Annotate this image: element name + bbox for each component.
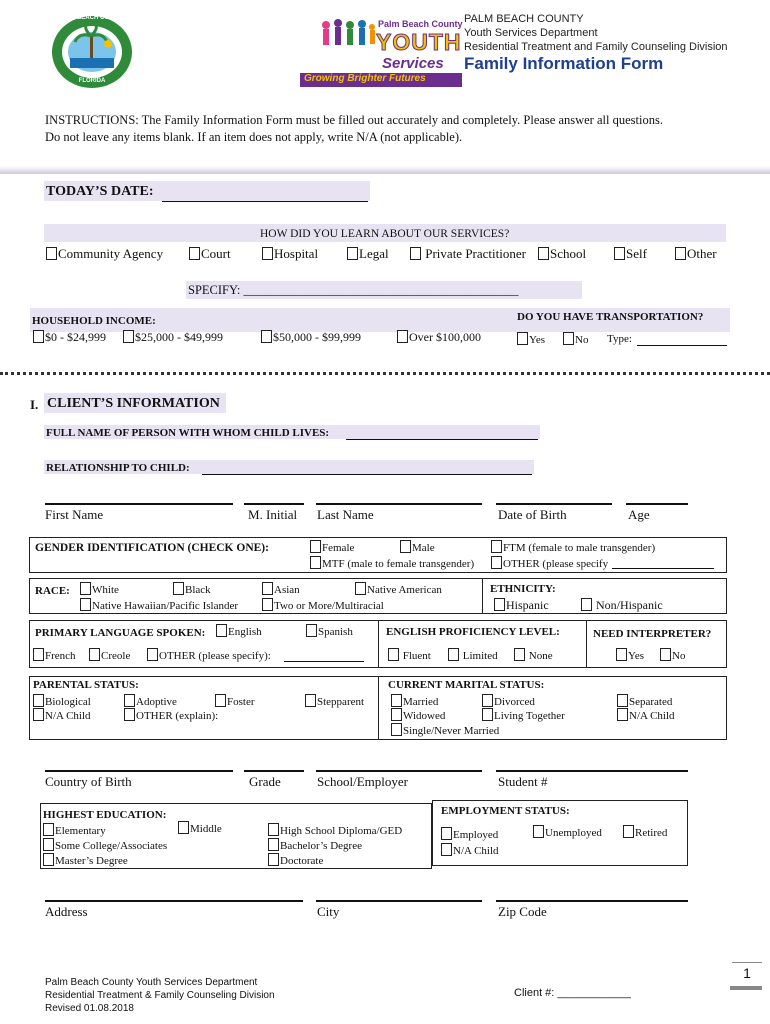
employment-retired[interactable] <box>623 825 667 839</box>
full-name-label: FULL NAME OF PERSON WITH WHOM CHILD LIVES: <box>46 427 330 439</box>
marital-label: CURRENT MARITAL STATUS: <box>388 679 545 691</box>
section-title: CLIENT’S INFORMATION <box>47 396 220 411</box>
checkbox[interactable] <box>216 624 227 637</box>
youth-services-logo <box>300 7 462 87</box>
language-spanish[interactable] <box>306 624 353 638</box>
checkbox[interactable] <box>80 582 91 595</box>
m-initial-label: M. Initial <box>248 507 298 522</box>
marital-na-child[interactable] <box>617 708 675 722</box>
option-label: Separated <box>629 696 673 708</box>
zip-code-line[interactable] <box>496 900 688 902</box>
race-black[interactable] <box>173 582 211 596</box>
income-0-24999[interactable] <box>33 330 106 345</box>
option-label: Retired <box>635 827 668 839</box>
checkbox[interactable] <box>189 247 200 260</box>
youth-logo-top-text: Palm Beach County <box>378 19 463 29</box>
checkbox[interactable] <box>397 330 408 343</box>
county-seal-top-text: PALM BEACH COUNTY <box>58 15 126 21</box>
age-label: Age <box>628 507 650 522</box>
county-seal-logo <box>50 14 134 90</box>
checkbox[interactable] <box>388 648 399 661</box>
referral-legal[interactable] <box>347 246 389 262</box>
grade-label: Grade <box>249 774 281 789</box>
language-label: PRIMARY LANGUAGE SPOKEN: <box>35 627 206 639</box>
gender-male[interactable] <box>400 540 435 554</box>
option-label: No <box>672 650 686 662</box>
transportation-label: DO YOU HAVE TRANSPORTATION? <box>517 311 704 323</box>
option-label: Court <box>201 246 231 261</box>
gender-other[interactable] <box>491 556 608 570</box>
checkbox[interactable] <box>80 598 91 611</box>
todays-date-field[interactable] <box>162 200 368 202</box>
zip-code-label: Zip Code <box>498 904 547 919</box>
checkbox[interactable] <box>306 624 317 637</box>
option-label: Fluent <box>402 650 431 662</box>
parental-stepparent[interactable] <box>305 694 364 708</box>
parental-marital-divider <box>378 676 379 740</box>
checkbox[interactable] <box>43 838 54 851</box>
parental-foster[interactable] <box>215 694 255 708</box>
instructions-line-1: The Family Information Form must be filled out accurately and completely. Please answer all questions. <box>138 113 663 127</box>
race-ethnicity-divider <box>482 578 483 614</box>
checkbox[interactable] <box>262 247 273 260</box>
checkbox[interactable] <box>514 648 525 661</box>
checkbox[interactable] <box>491 556 502 569</box>
relationship-field[interactable] <box>202 473 532 475</box>
option-label: Adoptive <box>136 696 177 708</box>
youth-logo-tagline: Growing Brighter Futures <box>304 73 426 84</box>
option-label: English <box>228 626 262 638</box>
education-doctorate[interactable] <box>268 853 323 867</box>
race-native-american[interactable] <box>355 582 442 596</box>
language-divider-1 <box>378 620 379 668</box>
checkbox[interactable] <box>305 694 316 707</box>
interpreter-no[interactable] <box>660 648 685 662</box>
page-number-bar <box>730 986 762 990</box>
proficiency-limited[interactable] <box>448 648 498 662</box>
checkbox[interactable] <box>262 598 273 611</box>
option-label: Community Agency <box>58 246 164 261</box>
option-label: Doctorate <box>280 855 324 867</box>
full-name-field[interactable] <box>346 438 538 440</box>
checkbox[interactable] <box>623 825 634 838</box>
first-name-label: First Name <box>45 507 104 522</box>
option-label: OTHER (please specify): <box>159 650 271 662</box>
option-label: Living Together <box>494 710 565 722</box>
option-label: FTM (female to male transgender) <box>503 542 656 554</box>
interpreter-label: NEED INTERPRETER? <box>593 628 712 640</box>
checkbox[interactable] <box>616 648 627 661</box>
interpreter-yes[interactable] <box>616 648 644 662</box>
option-label: Married <box>403 696 439 708</box>
footer-line-1: Palm Beach County Youth Services Department <box>45 977 258 988</box>
checkbox[interactable] <box>262 582 273 595</box>
marital-separated[interactable] <box>617 694 672 708</box>
option-label: Creole <box>101 650 131 662</box>
checkbox[interactable] <box>347 247 358 260</box>
option-label: Widowed <box>403 710 446 722</box>
gender-ftm[interactable] <box>491 540 655 554</box>
income-25000-49999[interactable] <box>123 330 223 345</box>
school-employer-line[interactable] <box>316 770 482 772</box>
last-name-label: Last Name <box>317 507 374 522</box>
education-label: HIGHEST EDUCATION: <box>43 809 167 821</box>
last-name-line[interactable] <box>316 503 482 505</box>
dob-line[interactable] <box>496 503 612 505</box>
option-label: Stepparent <box>317 696 365 708</box>
checkbox[interactable] <box>441 843 452 856</box>
checkbox[interactable] <box>268 823 279 836</box>
relationship-label: RELATIONSHIP TO CHILD: <box>46 462 190 474</box>
org-line-3: Residential Treatment and Family Counseling Division <box>464 41 728 53</box>
age-line[interactable] <box>626 503 688 505</box>
option-label: N/A Child <box>629 710 675 722</box>
referral-specify[interactable]: SPECIFY: ____________________________________________ <box>188 283 519 297</box>
gender-mtf[interactable] <box>310 556 474 570</box>
marital-single[interactable] <box>391 723 499 737</box>
referral-other[interactable] <box>675 246 717 262</box>
checkbox[interactable] <box>178 821 189 834</box>
checkbox[interactable] <box>261 330 272 343</box>
option-label: Male <box>412 542 435 554</box>
option-label: OTHER (please specify <box>503 558 609 570</box>
checkbox[interactable] <box>268 853 279 866</box>
checkbox[interactable] <box>517 332 528 345</box>
city-line[interactable] <box>316 900 482 902</box>
option-label: Self <box>626 246 647 261</box>
section-number: I. <box>30 397 39 412</box>
checkbox[interactable] <box>173 582 184 595</box>
option-label: White <box>92 584 119 596</box>
county-seal-bottom-text: FLORIDA <box>78 78 106 84</box>
ethnicity-non-hispanic[interactable] <box>581 598 663 613</box>
checkbox[interactable] <box>491 540 502 553</box>
checkbox[interactable] <box>124 708 135 721</box>
proficiency-none[interactable] <box>514 648 553 662</box>
dob-label: Date of Birth <box>498 507 567 522</box>
checkbox[interactable] <box>43 823 54 836</box>
option-label: $25,000 - $49,999 <box>135 330 223 344</box>
checkbox[interactable] <box>89 648 100 661</box>
marital-divorced[interactable] <box>482 694 535 708</box>
referral-hospital[interactable] <box>262 246 318 262</box>
first-name-line[interactable] <box>45 503 233 505</box>
option-label: Legal <box>359 246 389 261</box>
employment-unemployed[interactable] <box>533 825 602 839</box>
student-number-line[interactable] <box>496 770 688 772</box>
marital-living-together[interactable] <box>482 708 565 722</box>
transportation-type-label: Type: <box>607 333 632 345</box>
checkbox[interactable] <box>33 694 44 707</box>
referral-community-agency[interactable] <box>46 246 163 262</box>
education-some-college[interactable] <box>43 838 167 852</box>
option-label: OTHER (explain): <box>136 710 219 722</box>
checkbox[interactable] <box>43 853 54 866</box>
transportation-no[interactable] <box>563 332 588 346</box>
language-other-field[interactable] <box>284 660 364 662</box>
checkbox[interactable] <box>391 694 402 707</box>
page-number-rule <box>732 962 762 963</box>
option-label: Employed <box>453 829 499 841</box>
option-label: Black <box>185 584 211 596</box>
income-50000-99999[interactable] <box>261 330 361 345</box>
language-other[interactable] <box>147 648 271 662</box>
checkbox[interactable] <box>614 247 625 260</box>
referral-school[interactable] <box>538 246 586 262</box>
checkbox[interactable] <box>448 648 459 661</box>
instructions-line-2: Do not leave any items blank. If an item does not apply, write N/A (not applicable). <box>45 130 463 144</box>
education-middle[interactable] <box>178 821 222 835</box>
option-label: Native Hawaiian/Pacific Islander <box>92 600 238 612</box>
youth-logo-services-text: Services <box>382 55 444 72</box>
transportation-yes[interactable] <box>517 332 545 346</box>
dotted-divider <box>0 372 770 375</box>
race-hawaiian[interactable] <box>80 598 238 612</box>
grade-line[interactable] <box>244 770 304 772</box>
gender-female[interactable] <box>310 540 354 554</box>
option-label: Bachelor’s Degree <box>280 840 362 852</box>
option-label: Yes <box>529 334 546 346</box>
gender-other-field[interactable] <box>612 567 714 569</box>
youth-logo-youth-text: YOUTH <box>376 29 462 55</box>
option-label: Over $100,000 <box>409 330 481 344</box>
option-label: Hispanic <box>506 598 549 612</box>
option-label: Non/Hispanic <box>596 598 663 612</box>
checkbox[interactable] <box>123 330 134 343</box>
checkbox[interactable] <box>482 708 493 721</box>
option-label: Asian <box>274 584 300 596</box>
checkbox[interactable] <box>310 540 321 553</box>
youth-figures-graphic <box>318 19 378 55</box>
employment-na-child[interactable] <box>441 843 499 857</box>
gender-label: GENDER IDENTIFICATION (CHECK ONE): <box>35 542 269 554</box>
referral-self[interactable] <box>614 246 647 262</box>
option-label: Yes <box>628 650 645 662</box>
checkbox[interactable] <box>617 694 628 707</box>
footer-line-2: Residential Treatment & Family Counseling Division <box>45 990 275 1001</box>
option-label: $50,000 - $99,999 <box>273 330 361 344</box>
client-number[interactable]: Client #: ____________ <box>514 987 631 999</box>
school-employer-label: School/Employer <box>317 774 408 789</box>
checkbox[interactable] <box>147 648 158 661</box>
org-line-1: PALM BEACH COUNTY <box>464 13 584 25</box>
checkbox[interactable] <box>563 332 574 345</box>
checkbox[interactable] <box>391 708 402 721</box>
todays-date-label: TODAY’S DATE: <box>46 184 154 199</box>
checkbox[interactable] <box>124 694 135 707</box>
checkbox[interactable] <box>482 694 493 707</box>
referral-private-practitioner[interactable] <box>410 246 526 262</box>
checkbox[interactable] <box>33 708 44 721</box>
race-asian[interactable] <box>262 582 300 596</box>
student-number-label: Student # <box>498 774 548 789</box>
education-bachelors[interactable] <box>268 838 362 852</box>
option-label: Unemployed <box>545 827 602 839</box>
parental-label: PARENTAL STATUS: <box>33 679 139 691</box>
transportation-type-field[interactable] <box>637 344 727 346</box>
form-title: Family Information Form <box>464 54 664 73</box>
checkbox[interactable] <box>410 247 421 260</box>
marital-married[interactable] <box>391 694 438 708</box>
parental-biological[interactable] <box>33 694 91 708</box>
checkbox[interactable] <box>533 825 544 838</box>
option-label: Master’s Degree <box>55 855 128 867</box>
language-english[interactable] <box>216 624 262 638</box>
option-label: Limited <box>462 650 498 662</box>
checkbox[interactable] <box>215 694 226 707</box>
education-masters[interactable] <box>43 853 128 867</box>
checkbox[interactable] <box>33 648 44 661</box>
option-label: None <box>528 650 553 662</box>
race-label: RACE: <box>35 585 70 597</box>
employment-label: EMPLOYMENT STATUS: <box>441 805 570 817</box>
option-label: N/A Child <box>453 845 499 857</box>
country-of-birth-label: Country of Birth <box>45 774 132 789</box>
option-label: Middle <box>190 823 222 835</box>
m-initial-line[interactable] <box>244 503 304 505</box>
referral-court[interactable] <box>189 246 231 262</box>
checkbox[interactable] <box>33 330 44 343</box>
checkbox[interactable] <box>400 540 411 553</box>
option-label: Foster <box>227 696 255 708</box>
race-white[interactable] <box>80 582 119 596</box>
option-label: Elementary <box>55 825 106 837</box>
option-label: French <box>45 650 76 662</box>
instructions-label: INSTRUCTIONS: <box>45 113 139 127</box>
education-elementary[interactable] <box>43 823 106 837</box>
checkbox[interactable] <box>46 247 57 260</box>
option-label: High School Diploma/GED <box>280 825 403 837</box>
ethnicity-hispanic[interactable] <box>494 598 549 613</box>
referral-question: HOW DID YOU LEARN ABOUT OUR SERVICES? <box>260 228 510 240</box>
city-label: City <box>317 904 340 919</box>
language-french[interactable] <box>33 648 76 662</box>
checkbox[interactable] <box>355 582 366 595</box>
household-income-label: HOUSEHOLD INCOME: <box>32 315 156 327</box>
country-of-birth-line[interactable] <box>45 770 233 772</box>
option-label: Other <box>687 246 717 261</box>
checkbox[interactable] <box>660 648 671 661</box>
instructions <box>45 112 663 146</box>
option-label: No <box>575 334 589 346</box>
option-label: School <box>550 246 587 261</box>
income-over-100000[interactable] <box>397 330 481 345</box>
option-label: Two or More/Multiracial <box>274 600 384 612</box>
option-label: Private Practitioner <box>425 246 526 261</box>
language-divider-2 <box>586 620 587 668</box>
parental-na-child[interactable] <box>33 708 91 722</box>
proficiency-label: ENGLISH PROFICIENCY LEVEL: <box>386 626 560 638</box>
option-label: $0 - $24,999 <box>45 330 106 344</box>
option-label: Female <box>322 542 355 554</box>
checkbox[interactable] <box>494 598 505 611</box>
option-label: Hospital <box>274 246 319 261</box>
page-number: 1 <box>743 965 751 981</box>
checkbox[interactable] <box>538 247 549 260</box>
footer-line-3: Revised 01.08.2018 <box>45 1003 134 1014</box>
option-label: Divorced <box>494 696 535 708</box>
option-label: Some College/Associates <box>55 840 168 852</box>
employment-employed[interactable] <box>441 827 498 841</box>
race-multiracial[interactable] <box>262 598 384 612</box>
option-label: Spanish <box>318 626 353 638</box>
parental-other[interactable] <box>124 708 218 722</box>
checkbox[interactable] <box>268 838 279 851</box>
language-creole[interactable] <box>89 648 130 662</box>
education-high-school[interactable] <box>268 823 402 837</box>
marital-widowed[interactable] <box>391 708 445 722</box>
checkbox[interactable] <box>675 247 686 260</box>
ethnicity-label: ETHNICITY: <box>490 583 556 595</box>
option-label: Biological <box>45 696 91 708</box>
checkbox[interactable] <box>617 708 628 721</box>
checkbox[interactable] <box>441 827 452 840</box>
address-line[interactable] <box>45 900 303 902</box>
parental-adoptive[interactable] <box>124 694 177 708</box>
divider-top <box>0 166 770 174</box>
checkbox[interactable] <box>581 598 592 611</box>
proficiency-fluent[interactable] <box>388 648 431 662</box>
option-label: Single/Never Married <box>403 725 500 737</box>
address-label: Address <box>45 904 88 919</box>
checkbox[interactable] <box>310 556 321 569</box>
option-label: MTF (male to female transgender) <box>322 558 475 570</box>
option-label: N/A Child <box>45 710 91 722</box>
org-line-2: Youth Services Department <box>464 27 598 39</box>
checkbox[interactable] <box>391 723 402 736</box>
option-label: Native American <box>367 584 442 596</box>
